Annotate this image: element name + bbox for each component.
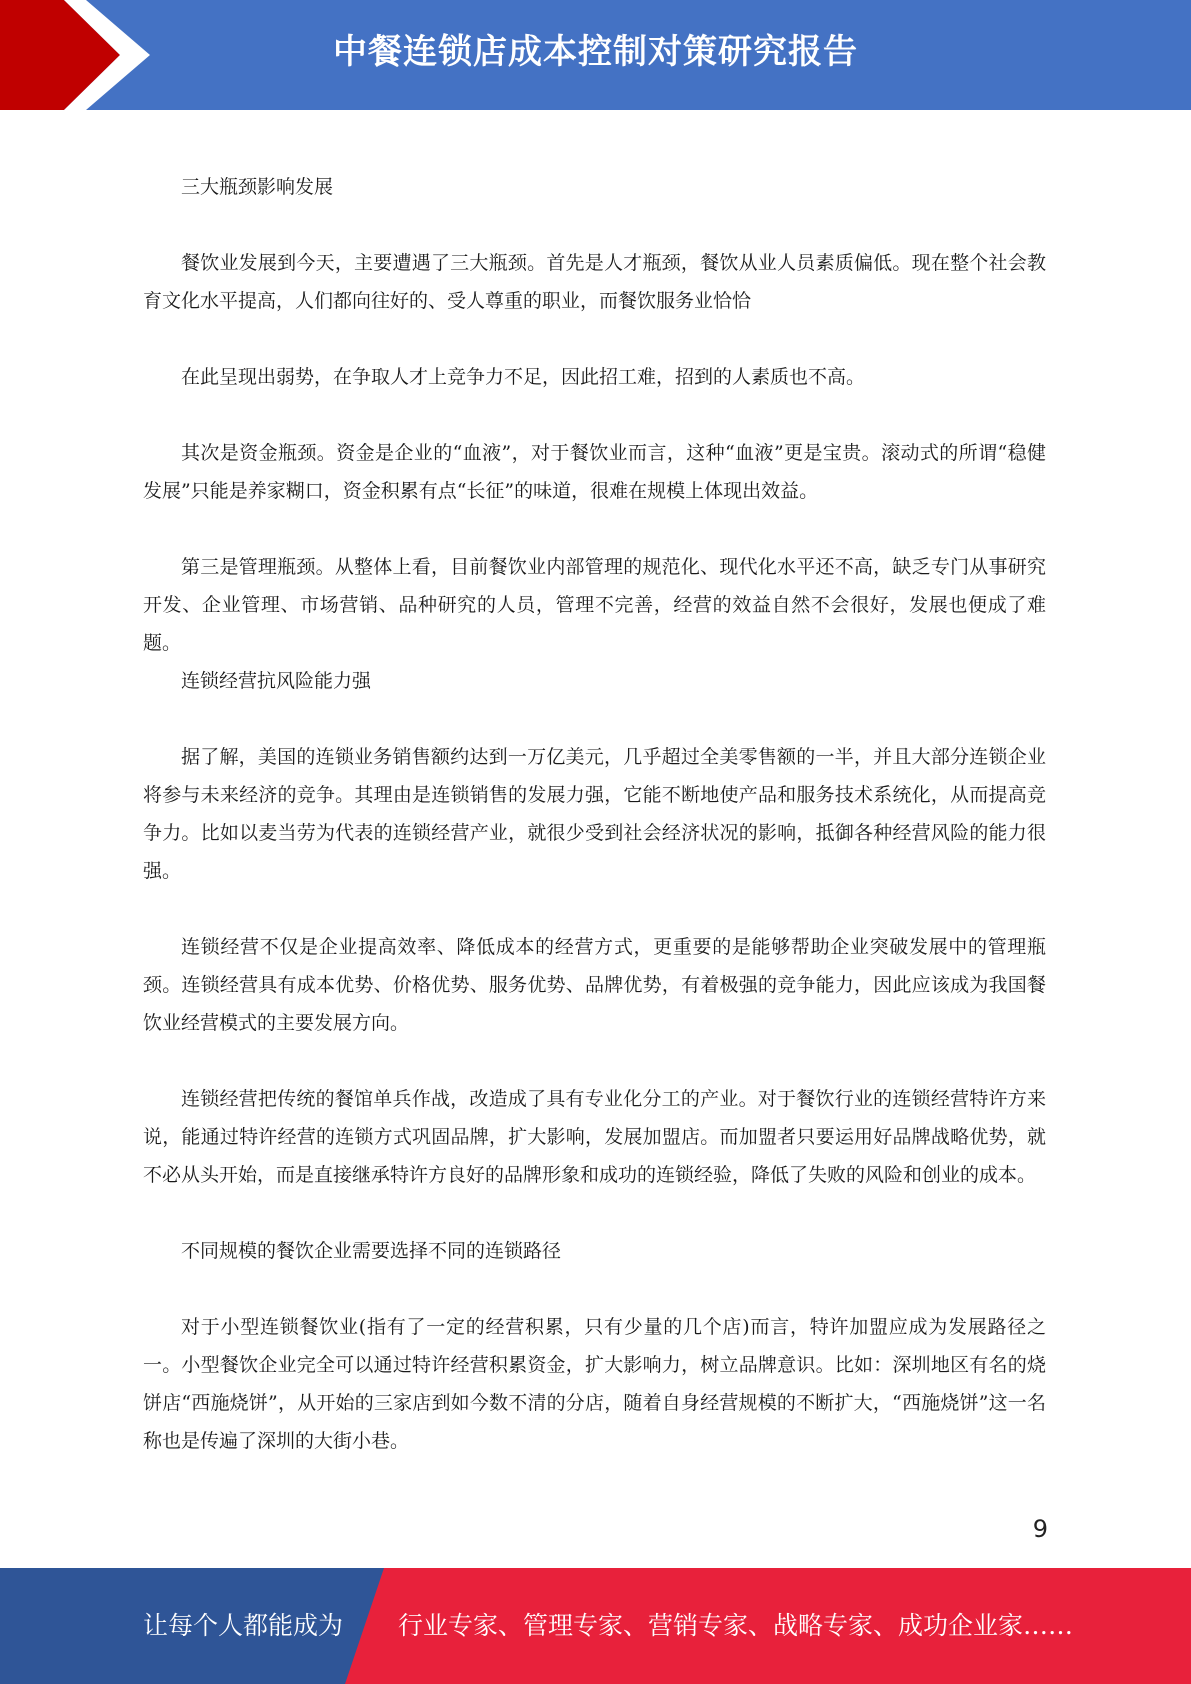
footer-slogan-right: 行业专家、管理专家、营销专家、战略专家、成功企业家…… [398,1611,1074,1640]
paragraph-talent-bottleneck: 餐饮业发展到今天，主要遭遇了三大瓶颈。首先是人才瓶颈，餐饮从业人员素质偏低。现在整个社会教育文化水平提高，人们都向往好的、受人尊重的职业，而餐饮服务业恰恰 [143,252,1046,312]
paragraph-franchise: 连锁经营把传统的餐馆单兵作战，改造成了具有专业化分工的产业。对于餐饮行业的连锁经营特许方来说，能通过特许经营的连锁方式巩固品牌，扩大影响，发展加盟店。而加盟者只要运用好品牌战略优势，就不必从头开始，而是直接继承特许方良好的品牌形象和成功的连锁经验，降低了失败的风险和创业的成本。 [143,1088,1046,1186]
section-heading-chain-risk: 连锁经营抗风险能力强 [181,670,372,692]
page-number: 9 [1032,1515,1048,1543]
header-banner [0,0,1191,110]
paragraph-talent-weakness: 在此呈现出弱势，在争取人才上竞争力不足，因此招工难，招到的人素质也不高。 [181,366,866,388]
paragraph-management-bottleneck: 第三是管理瓶颈。从整体上看，目前餐饮业内部管理的规范化、现代化水平还不高，缺乏专门从事研究开发、企业管理、市场营销、品种研究的人员，管理不完善，经营的效益自然不会很好，发展也便成了难题。 [143,556,1046,654]
section-heading-chain-paths: 不同规模的餐饮企业需要选择不同的连锁路径 [181,1240,562,1262]
footer-slogan-left: 让每个人都能成为 [143,1611,344,1640]
paragraph-small-chains: 对于小型连锁餐饮业(指有了一定的经营积累，只有少量的几个店)而言，特许加盟应成为发展路径之一。小型餐饮企业完全可以通过特许经营积累资金，扩大影响力，树立品牌意识。比如：深圳地区有名的烧饼店“西施烧饼”，从开始的三家店到如今数不清的分店，随着自身经营规模的不断扩大，“西施烧饼”这一名称也是传遍了深圳的大街小巷。 [143,1316,1046,1452]
paragraph-capital-bottleneck: 其次是资金瓶颈。资金是企业的“血液”，对于餐饮业而言，这种“血液”更是宝贵。滚动式的所谓“稳健发展”只能是养家糊口，资金积累有点“长征”的味道，很难在规模上体现出效益。 [143,442,1046,502]
paragraph-us-chain-sales: 据了解，美国的连锁业务销售额约达到一万亿美元，几乎超过全美零售额的一半，并且大部分连锁企业将参与未来经济的竞争。其理由是连锁销售的发展力强，它能不断地使产品和服务技术系统化，从而提高竞争力。比如以麦当劳为代表的连锁经营产业，就很少受到社会经济状况的影响，抵御各种经营风险的能力很强。 [143,746,1046,882]
paragraph-chain-advantages: 连锁经营不仅是企业提高效率、降低成本的经营方式，更重要的是能够帮助企业突破发展中的管理瓶颈。连锁经营具有成本优势、价格优势、服务优势、品牌优势，有着极强的竞争能力，因此应该成为我国餐饮业经营模式的主要发展方向。 [143,936,1046,1034]
section-heading-bottlenecks: 三大瓶颈影响发展 [181,176,334,198]
footer-banner [0,1568,1191,1684]
report-title: 中餐连锁店成本控制对策研究报告 [333,32,858,72]
article-body [143,168,1046,1460]
